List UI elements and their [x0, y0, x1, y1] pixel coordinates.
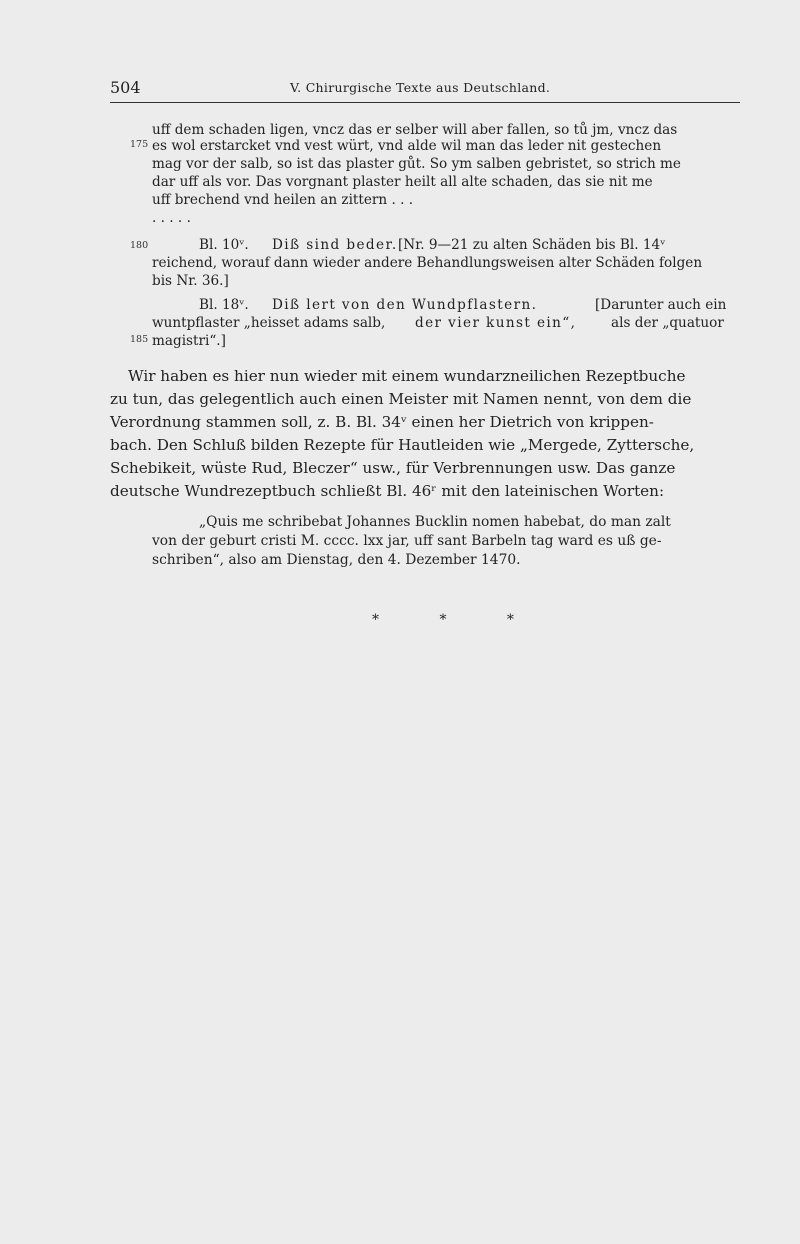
entry-title: Diß lert von den Wundpflastern. — [272, 297, 538, 313]
entry-note-line: reichend, worauf dann wieder andere Behandlungsweisen alter Schäden folgen — [152, 255, 703, 271]
paragraph-line: bach. Den Schluß bilden Rezepte für Hautleiden wie „Mergede, Zyttersche, — [110, 436, 695, 454]
quoted-text-line: mag vor der salb, so ist das plaster gůt. So ym salben gebristet, so strich me — [152, 156, 681, 172]
colophon-line: schriben“, also am Dienstag, den 4. Dezember 1470. — [152, 552, 521, 568]
entry-note-line: wuntpflaster „heisset adams salb, — [152, 315, 386, 331]
entry-note-line: als der „quatuor — [611, 315, 724, 331]
section-separator: * * * — [372, 612, 542, 628]
header-rule — [110, 102, 740, 103]
entry-note: [Nr. 9—21 zu alten Schäden bis Bl. 14ᵛ — [398, 237, 666, 253]
quoted-text-line: dar uff als vor. Das vorgnant plaster heilt all alte schaden, das sie nit me — [152, 174, 653, 190]
colophon-line: „Quis me schribebat Johannes Bucklin nomen habebat, do man zalt — [199, 514, 671, 530]
line-number-180: 180 — [130, 240, 149, 251]
entry-note-line: magistri“.] — [152, 333, 226, 349]
entry-ref: Bl. 10ᵛ. — [199, 237, 249, 253]
line-number-185: 185 — [130, 334, 149, 345]
entry-note: [Darunter auch ein — [595, 297, 727, 313]
omission-ellipsis: . . . . . — [152, 210, 191, 226]
page-number: 504 — [110, 78, 141, 97]
line-number-175: 175 — [130, 139, 149, 150]
entry-note-line: bis Nr. 36.] — [152, 273, 229, 289]
quoted-text-line: uff dem schaden ligen, vncz das er selber will aber fallen, so tů jm, vncz das — [152, 122, 678, 138]
paragraph-line: Schebikeit, wüste Rud, Bleczer“ usw., für Verbrennungen usw. Das ganze — [110, 459, 676, 477]
paragraph-line: zu tun, das gelegentlich auch einen Meister mit Namen nennt, von dem die — [110, 390, 692, 408]
entry-ref: Bl. 18ᵛ. — [199, 297, 249, 313]
running-title: V. Chirurgische Texte aus Deutschland. — [290, 80, 551, 95]
quoted-text-line: es wol erstarcket vnd vest würt, vnd alde wil man das leder nit gestechen — [152, 138, 662, 154]
paragraph-line: deutsche Wundrezeptbuch schließt Bl. 46ʳ mit den lateinischen Worten: — [110, 482, 665, 500]
entry-note-spaced: der vier kunst ein“, — [415, 315, 577, 331]
paragraph-line: Wir haben es hier nun wieder mit einem wundarzneilichen Rezeptbuche — [128, 367, 686, 385]
colophon-line: von der geburt cristi M. cccc. lxx jar, uff sant Barbeln tag ward es uß ge- — [152, 533, 662, 549]
paragraph-line: Verordnung stammen soll, z. B. Bl. 34ᵛ einen her Dietrich von krippen- — [110, 413, 654, 431]
page-header — [110, 78, 740, 100]
quoted-text-line: uff brechend vnd heilen an zittern . . . — [152, 192, 414, 208]
entry-title: Diß sind beder. — [272, 237, 398, 253]
